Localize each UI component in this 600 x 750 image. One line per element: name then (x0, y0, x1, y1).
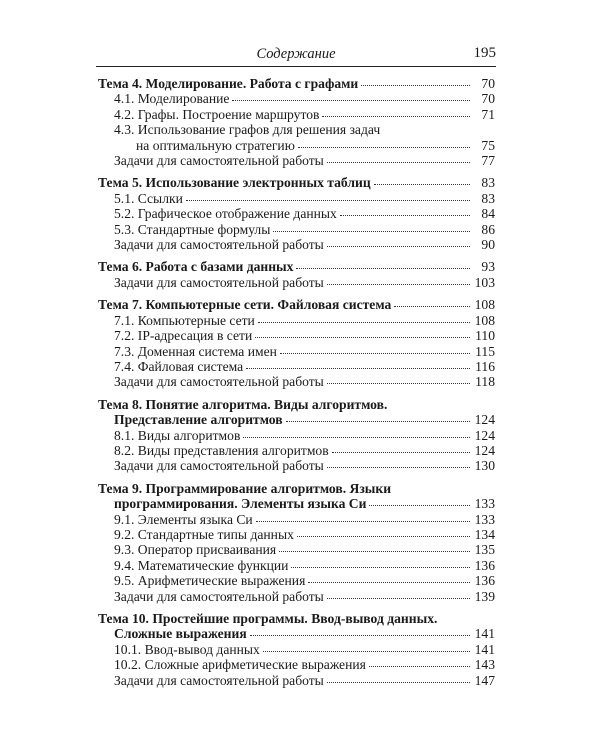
toc-page-number: 124 (474, 427, 495, 443)
toc-subsection (98, 153, 495, 168)
toc-page-number: 90 (481, 237, 495, 253)
toc-subsection (98, 122, 495, 137)
toc-entry-title: Тема 6. Работа с базами данных (98, 259, 294, 275)
dot-leader (186, 199, 470, 201)
toc-subsection (98, 191, 495, 206)
dot-leader (322, 115, 470, 117)
toc-subsection (98, 458, 495, 473)
toc-page-number: 70 (481, 76, 495, 91)
header-page-number: 195 (473, 45, 496, 61)
toc-subsection (98, 374, 495, 389)
toc-topic-heading (98, 481, 495, 496)
dot-leader (308, 581, 470, 583)
toc-subsection (98, 527, 495, 542)
toc-page-number: 147 (474, 672, 495, 688)
toc-entry-title: Тема 9. Программирование алгоритмов. Языки (98, 480, 392, 496)
toc-topic-heading-continued (98, 412, 495, 427)
toc-section (98, 481, 495, 604)
toc-entry-title: Задачи для самостоятельной работы (114, 237, 324, 253)
dot-leader (280, 352, 470, 354)
toc-entry-title: 8.2. Виды представления алгоритмов (114, 442, 329, 458)
toc-entry-title: 7.1. Компьютерные сети (114, 312, 255, 328)
toc-subsection (98, 344, 495, 359)
toc-page-number: 77 (481, 153, 495, 169)
toc-subsection (98, 589, 495, 604)
toc-topic-heading-continued (98, 626, 495, 641)
toc-subsection (98, 237, 495, 252)
dot-leader (394, 305, 470, 307)
dot-leader (369, 504, 470, 506)
toc-entry-title: Тема 4. Моделирование. Работа с графами (98, 76, 359, 91)
toc-entry-title: Задачи для самостоятельной работы (114, 274, 324, 290)
toc-subsection (98, 542, 495, 557)
dot-leader (298, 146, 470, 148)
dot-leader (340, 214, 470, 216)
toc-subsection (98, 328, 495, 343)
toc-page-number: 118 (475, 374, 495, 390)
toc-section (98, 175, 495, 252)
toc-subsection (98, 91, 495, 106)
toc-entry-title: 7.3. Доменная система имен (114, 343, 277, 359)
dot-leader (369, 665, 470, 667)
toc-page-number: 110 (475, 328, 495, 344)
toc-entry-title: Задачи для самостоятельной работы (114, 153, 324, 169)
dot-leader (243, 436, 470, 438)
dot-leader (327, 283, 470, 285)
toc-entry-title: 9.3. Оператор присваивания (114, 542, 277, 558)
dot-leader (246, 367, 470, 369)
header-title: Содержание (256, 46, 336, 62)
toc-subsection (98, 673, 495, 688)
toc-subsection (98, 313, 495, 328)
toc-subsection (98, 107, 495, 122)
toc-entry-title: Тема 8. Понятие алгоритма. Виды алгоритмов. (98, 396, 388, 412)
toc-entry-title: 4.3. Использование графов для решения задач (114, 122, 381, 138)
toc-entry-title: 4.1. Моделирование (114, 91, 230, 107)
dot-leader (374, 183, 470, 185)
toc-page-number: 130 (474, 458, 495, 474)
dot-leader (296, 267, 470, 269)
toc-entry-title: 10.1. Ввод-вывод данных (114, 641, 260, 657)
toc-page-number: 133 (474, 511, 495, 527)
toc-entry-title: 9.4. Математические функции (114, 557, 289, 573)
toc-entry-title: 4.2. Графы. Построение маршрутов (114, 106, 320, 122)
toc-entry-title: 8.1. Виды алгоритмов (114, 427, 241, 443)
dot-leader (279, 550, 470, 552)
toc-section (98, 259, 495, 290)
running-header (96, 44, 496, 67)
toc-entry-title: Тема 7. Компьютерные сети. Файловая система (98, 297, 392, 313)
toc-entry-title: 5.3. Стандартные формулы (114, 221, 271, 237)
dot-leader (327, 681, 470, 683)
toc-page-number: 136 (474, 557, 495, 573)
toc-page-number: 141 (474, 626, 495, 642)
toc-page-number: 86 (481, 221, 495, 237)
toc-topic-heading-continued (98, 496, 495, 511)
dot-leader (255, 336, 470, 338)
toc-topic-heading (98, 397, 495, 412)
dot-leader (256, 520, 470, 522)
toc-page-number: 135 (474, 542, 495, 558)
dot-leader (327, 161, 470, 163)
toc-entry-title: Задачи для самостоятельной работы (114, 374, 324, 390)
dot-leader (332, 451, 470, 453)
dot-leader (327, 382, 470, 384)
dot-leader (273, 230, 470, 232)
toc-page-number: 103 (474, 274, 495, 290)
toc-page-number: 108 (474, 312, 495, 328)
toc-subsection (98, 642, 495, 657)
toc-subsection (98, 657, 495, 672)
toc-entry-title: 5.1. Ссылки (114, 190, 183, 206)
toc-entry-title: Задачи для самостоятельной работы (114, 672, 324, 688)
toc-page-number: 70 (481, 91, 495, 107)
toc-page-number: 134 (474, 526, 495, 542)
toc-subsection (98, 275, 495, 290)
toc-entry-title: Задачи для самостоятельной работы (114, 588, 324, 604)
toc-page-number: 83 (481, 175, 495, 191)
toc-page-number: 139 (474, 588, 495, 604)
toc-section (98, 397, 495, 474)
toc-topic-heading (98, 259, 495, 274)
toc-entry-title: Задачи для самостоятельной работы (114, 458, 324, 474)
toc-page-number: 136 (474, 573, 495, 589)
toc-subsection (98, 558, 495, 573)
dot-leader (327, 466, 470, 468)
dot-leader (258, 321, 470, 323)
toc-topic-heading (98, 611, 495, 626)
toc-entry-title: программирования. Элементы языка Си (114, 496, 367, 512)
toc-entry-title: 10.2. Сложные арифметические выражения (114, 657, 366, 673)
toc-subsection (98, 443, 495, 458)
toc-page-number: 143 (474, 657, 495, 673)
toc-subsection (98, 206, 495, 221)
toc-section (98, 297, 495, 389)
toc-page-number: 124 (474, 412, 495, 428)
toc-entry-title: Тема 10. Простейшие программы. Ввод-вывод данных. (98, 611, 438, 626)
toc-page-number: 133 (474, 496, 495, 512)
toc-subsection-continued (98, 138, 495, 153)
dot-leader (361, 84, 470, 86)
toc-page-number: 75 (481, 137, 495, 153)
toc-subsection (98, 359, 495, 374)
toc-entry-title: Представление алгоритмов (114, 412, 283, 428)
toc-section (98, 611, 495, 688)
toc-topic-heading (98, 297, 495, 312)
toc-subsection (98, 222, 495, 237)
dot-leader (291, 566, 470, 568)
toc-page-number: 71 (481, 106, 495, 122)
toc-entry-title: 7.4. Файловая система (114, 358, 244, 374)
toc-page-number: 83 (481, 190, 495, 206)
toc-entry-title: 9.2. Стандартные типы данных (114, 526, 294, 542)
toc-entry-title: Сложные выражения (114, 626, 247, 642)
dot-leader (327, 597, 470, 599)
table-of-contents (98, 76, 495, 695)
toc-topic-heading (98, 175, 495, 190)
toc-entry-title: 9.5. Арифметические выражения (114, 573, 306, 589)
dot-leader (286, 420, 470, 422)
toc-entry-title: 5.2. Графическое отображение данных (114, 206, 337, 222)
toc-page-number: 84 (481, 206, 495, 222)
toc-page-number: 116 (475, 358, 495, 374)
toc-page-number: 141 (474, 641, 495, 657)
toc-page-number: 93 (481, 259, 495, 275)
toc-subsection (98, 512, 495, 527)
toc-page-number: 115 (475, 343, 495, 359)
toc-subsection (98, 573, 495, 588)
toc-entry-title: 7.2. IP-адресация в сети (114, 328, 253, 344)
toc-page-number: 108 (474, 297, 495, 313)
toc-entry-title: на оптимальную стратегию (136, 137, 295, 153)
dot-leader (263, 650, 470, 652)
dot-leader (327, 245, 470, 247)
toc-entry-title: 9.1. Элементы языка Си (114, 511, 253, 527)
toc-subsection (98, 428, 495, 443)
dot-leader (232, 99, 470, 101)
dot-leader (250, 634, 470, 636)
dot-leader (297, 535, 470, 537)
toc-page-number: 124 (474, 442, 495, 458)
toc-section (98, 76, 495, 168)
toc-entry-title: Тема 5. Использование электронных таблиц (98, 175, 371, 191)
toc-topic-heading (98, 76, 495, 91)
